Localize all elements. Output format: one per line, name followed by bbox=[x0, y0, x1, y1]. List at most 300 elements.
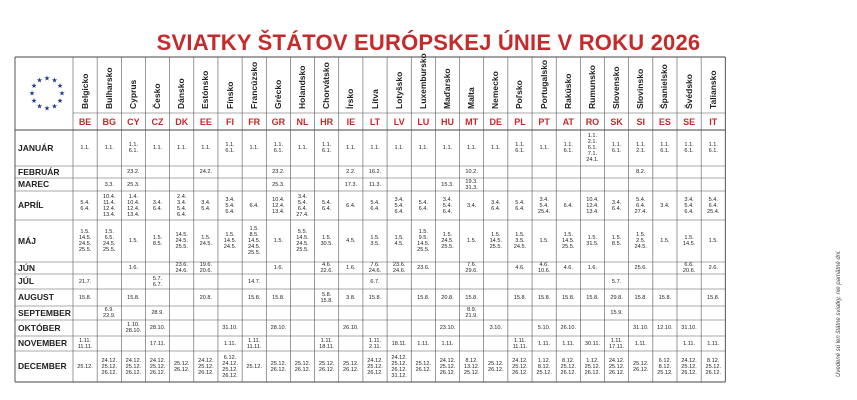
holiday-date: 2.1. bbox=[587, 139, 598, 145]
holiday-date: 6.4. bbox=[249, 202, 259, 209]
holiday-cell bbox=[146, 336, 170, 351]
country-name: Fínsko bbox=[224, 81, 235, 109]
holiday-date: 26.12. bbox=[488, 366, 504, 373]
holiday-cell bbox=[411, 262, 435, 274]
holiday-date: 5.4. bbox=[515, 199, 525, 206]
holiday-date: 8.12. bbox=[707, 357, 720, 364]
holiday-date: 13.4. bbox=[272, 208, 285, 215]
holiday-date: 8.5. bbox=[611, 241, 622, 247]
holiday-date: 27.4. bbox=[296, 211, 309, 218]
country-code: ES bbox=[658, 117, 671, 127]
holiday-date: 6.4. bbox=[442, 208, 453, 215]
country-code: BG bbox=[102, 117, 116, 127]
holiday-date: 1.11. bbox=[320, 337, 333, 344]
holiday-date: 1.5. bbox=[708, 238, 718, 244]
holiday-cell bbox=[266, 130, 290, 166]
holiday-date: 29.6. bbox=[465, 268, 478, 274]
holiday-date: 1.5. bbox=[273, 238, 284, 244]
holiday-cell bbox=[484, 191, 508, 220]
holiday-cell bbox=[121, 351, 145, 382]
holiday-date: 25.12. bbox=[318, 360, 335, 367]
holiday-date: 5.4. bbox=[297, 199, 308, 206]
holiday-date: 24.5. bbox=[634, 244, 647, 250]
holiday-date: 5.4. bbox=[80, 199, 90, 206]
holiday-cell bbox=[605, 191, 629, 220]
holiday-cell bbox=[532, 336, 556, 351]
holiday-cell bbox=[435, 289, 459, 306]
holiday-cell bbox=[121, 166, 145, 178]
holiday-date: 26.12. bbox=[391, 366, 407, 373]
holiday-date: 26.12. bbox=[415, 366, 432, 373]
holiday-cell bbox=[121, 320, 145, 336]
holiday-cell bbox=[315, 191, 339, 220]
holiday-date: 25.12. bbox=[415, 360, 432, 367]
holiday-date: 24.1. bbox=[586, 157, 599, 163]
holiday-cell bbox=[435, 320, 459, 336]
holiday-cell bbox=[73, 220, 97, 262]
holiday-date: 4.6. bbox=[515, 265, 525, 271]
holiday-cell bbox=[484, 351, 508, 382]
holiday-cell bbox=[73, 274, 97, 289]
holiday-date: 6.4. bbox=[418, 205, 428, 212]
holiday-date: 28.10. bbox=[149, 325, 166, 331]
holiday-date: 14.7. bbox=[247, 278, 261, 285]
holiday-date: 23.6. bbox=[392, 262, 406, 268]
holiday-date: 3.4. bbox=[466, 202, 477, 209]
holiday-date: 15.8. bbox=[513, 294, 527, 301]
holiday-date: 25.6. bbox=[634, 265, 647, 271]
holiday-date: 11.11. bbox=[77, 343, 93, 350]
holiday-cell bbox=[556, 191, 580, 220]
holiday-date: 3.4. bbox=[539, 196, 549, 203]
holiday-date: 1.11. bbox=[513, 337, 526, 344]
country-code: CY bbox=[127, 117, 140, 127]
holiday-date: 14.5. bbox=[175, 232, 188, 238]
holiday-date: 6.4. bbox=[515, 205, 525, 212]
holiday-date: 5.4. bbox=[177, 205, 187, 212]
holiday-date: 11.3. bbox=[368, 181, 382, 188]
holiday-date: 25.5. bbox=[296, 247, 309, 253]
holiday-date: 31.5. bbox=[586, 241, 599, 247]
holiday-cell bbox=[315, 130, 339, 166]
holiday-date: 13.4. bbox=[127, 211, 140, 218]
holiday-date: 7.6. bbox=[370, 262, 380, 268]
holiday-date: 6.4. bbox=[708, 202, 718, 209]
holiday-date: 24.5. bbox=[296, 241, 309, 247]
holiday-date: 26.12. bbox=[343, 366, 359, 373]
holiday-date: 7.6. bbox=[466, 262, 477, 268]
holiday-cell bbox=[484, 220, 508, 262]
holiday-date: 6.1. bbox=[611, 148, 622, 154]
holiday-date: 20.8. bbox=[199, 294, 213, 301]
country-name: Dánsko bbox=[176, 78, 187, 109]
holiday-date: 1.1. bbox=[225, 142, 235, 148]
holiday-date: 3.4. bbox=[660, 202, 670, 209]
holiday-date: 6.1. bbox=[563, 148, 573, 154]
holiday-date: 25.3. bbox=[272, 181, 285, 188]
month-label: MAREC bbox=[18, 179, 50, 189]
holiday-date: 6.1. bbox=[660, 148, 670, 154]
holiday-date: 25.5. bbox=[103, 247, 116, 253]
country-code: DK bbox=[175, 117, 189, 127]
holiday-date: 17.11. bbox=[609, 343, 625, 350]
country-code: RO bbox=[585, 117, 600, 127]
holiday-date: 6.1. bbox=[225, 148, 235, 154]
holiday-cell bbox=[532, 130, 556, 166]
holiday-cell bbox=[556, 336, 580, 351]
holiday-date: 5.4. bbox=[684, 202, 694, 209]
holiday-date: 1.12. bbox=[586, 357, 599, 364]
holiday-cell bbox=[387, 191, 411, 220]
month-label: FEBRUÁR bbox=[18, 166, 60, 177]
holiday-date: 6.1. bbox=[684, 148, 694, 154]
holiday-date: 25.5. bbox=[78, 247, 92, 253]
holiday-date: 14.5. bbox=[223, 238, 237, 244]
country-code: CZ bbox=[151, 117, 164, 127]
country-name: Rumunsko bbox=[586, 65, 597, 109]
svg-text:★: ★ bbox=[58, 90, 66, 98]
holiday-date: 10.4. bbox=[586, 196, 599, 203]
holiday-cell bbox=[97, 130, 121, 166]
holiday-cell bbox=[146, 274, 170, 289]
holiday-date: 5.4. bbox=[442, 202, 453, 209]
holiday-date: 6.4. bbox=[80, 205, 90, 212]
holiday-date: 24.5. bbox=[247, 244, 261, 250]
holiday-date: 13.4. bbox=[586, 208, 599, 215]
country-code: HU bbox=[440, 117, 454, 127]
country-name: Chorvátsko bbox=[321, 62, 332, 109]
holiday-cell bbox=[605, 220, 629, 262]
holiday-date: 14.5. bbox=[296, 235, 309, 241]
holiday-date: 26.10. bbox=[343, 325, 359, 331]
holiday-date: 1.1. bbox=[249, 145, 259, 151]
holiday-date: 24.5. bbox=[175, 238, 188, 244]
holiday-date: 4.6. bbox=[563, 265, 573, 271]
holiday-date: 20.6. bbox=[199, 268, 213, 274]
holiday-date: 1.6. bbox=[346, 265, 356, 271]
holiday-date: 25.12. bbox=[608, 363, 625, 370]
holiday-date: 1.1. bbox=[466, 145, 477, 151]
holiday-cell bbox=[121, 262, 145, 274]
holiday-cell bbox=[435, 220, 459, 262]
holiday-date: 25.5. bbox=[247, 250, 261, 256]
country-code: FI bbox=[226, 117, 235, 127]
month-label: JÚL bbox=[18, 276, 35, 286]
holiday-cell bbox=[218, 320, 242, 336]
country-code: MT bbox=[465, 117, 479, 127]
holiday-cell bbox=[580, 336, 604, 351]
holiday-cell bbox=[291, 220, 315, 262]
holiday-cell bbox=[146, 351, 170, 382]
holiday-cell bbox=[170, 351, 194, 382]
holiday-date: 1.1. bbox=[394, 145, 404, 151]
holiday-cell bbox=[460, 351, 484, 382]
holiday-date: 28.10. bbox=[125, 328, 142, 334]
holiday-date: 12.4. bbox=[586, 202, 599, 209]
holiday-cell bbox=[484, 320, 508, 336]
holiday-date: 5.7. bbox=[152, 275, 163, 282]
country-name: Maďarsko bbox=[441, 68, 452, 109]
holiday-date: 5.4. bbox=[394, 202, 404, 209]
holiday-cell bbox=[291, 191, 315, 220]
holiday-cell bbox=[532, 320, 556, 336]
holiday-date: 1.5. bbox=[587, 235, 598, 241]
holiday-date: 1.11. bbox=[441, 340, 454, 347]
country-name: Francúzsko bbox=[248, 61, 259, 109]
holiday-cell bbox=[121, 289, 145, 306]
holiday-cell bbox=[146, 220, 170, 262]
holiday-cell bbox=[387, 351, 411, 382]
country-name: Lotyšsko bbox=[393, 71, 404, 109]
holiday-date: 15.8. bbox=[368, 294, 382, 301]
holiday-date: 5.7. bbox=[611, 278, 622, 285]
holiday-date: 25.12. bbox=[560, 363, 577, 370]
holiday-date: 1.5. bbox=[515, 232, 525, 238]
holiday-cell bbox=[701, 130, 725, 166]
holiday-date: 1.11. bbox=[79, 337, 92, 344]
holiday-date: 6.4. bbox=[152, 205, 163, 212]
holiday-date: 1.1. bbox=[104, 145, 114, 151]
holiday-cell bbox=[629, 262, 653, 274]
holiday-date: 25.4. bbox=[537, 208, 551, 215]
holiday-cell bbox=[73, 336, 97, 351]
holiday-cell bbox=[629, 220, 653, 262]
holiday-cell bbox=[484, 130, 508, 166]
holiday-cell bbox=[387, 220, 411, 262]
holiday-date: 4.6. bbox=[539, 262, 549, 268]
holiday-date: 1.11. bbox=[417, 340, 430, 347]
holiday-cell bbox=[73, 191, 97, 220]
holiday-date: 26.12. bbox=[294, 366, 311, 373]
holiday-date: 1.11. bbox=[610, 337, 623, 344]
holiday-cell bbox=[411, 336, 435, 351]
holiday-cell bbox=[242, 351, 266, 382]
holiday-date: 26.12. bbox=[584, 369, 601, 376]
holiday-date: 6.12. bbox=[658, 357, 672, 364]
country-name: Španielsko bbox=[659, 64, 670, 109]
holiday-cell bbox=[194, 351, 218, 382]
holiday-date: 1.1. bbox=[491, 145, 501, 151]
holiday-date: 1.5. bbox=[539, 238, 549, 244]
holiday-date: 15.8. bbox=[417, 294, 430, 301]
holiday-cell bbox=[339, 178, 363, 191]
holiday-cell bbox=[605, 351, 629, 382]
holiday-cell bbox=[218, 336, 242, 351]
holiday-date: 25.5. bbox=[417, 247, 430, 253]
holiday-date: 1.1. bbox=[322, 142, 332, 148]
holiday-cell bbox=[460, 220, 484, 262]
holiday-date: 2.4. bbox=[177, 193, 187, 200]
holiday-cell bbox=[387, 336, 411, 351]
country-name: Nemecko bbox=[490, 71, 501, 109]
holiday-date: 1.5. bbox=[152, 235, 163, 241]
holiday-cell bbox=[194, 130, 218, 166]
holiday-date: 12.10. bbox=[657, 325, 673, 331]
page-title: SVIATKY ŠTÁTOV EURÓPSKEJ ÚNIE V ROKU 2026 bbox=[156, 30, 701, 55]
holiday-cell bbox=[508, 262, 532, 274]
holiday-cell bbox=[460, 191, 484, 220]
holiday-cell bbox=[363, 262, 387, 274]
holiday-cell bbox=[73, 351, 97, 382]
holiday-date: 1.5. bbox=[128, 238, 139, 244]
holiday-cell bbox=[194, 220, 218, 262]
holiday-date: 5.4. bbox=[201, 205, 211, 212]
holiday-date: 3.8. bbox=[346, 294, 356, 301]
holiday-date: 6.5. bbox=[104, 235, 114, 241]
holiday-date: 15.8. bbox=[465, 294, 478, 301]
holiday-date: 18.11. bbox=[319, 343, 335, 350]
holiday-cell bbox=[266, 166, 290, 178]
holiday-date: 1.1. bbox=[273, 142, 284, 148]
holiday-cell bbox=[677, 320, 701, 336]
holiday-cell bbox=[532, 351, 556, 382]
svg-text:★: ★ bbox=[43, 105, 51, 113]
holiday-date: 1.5. bbox=[684, 235, 694, 241]
holiday-date: 24.12. bbox=[198, 357, 214, 364]
holiday-cell bbox=[363, 166, 387, 178]
holiday-date: 1.11. bbox=[683, 340, 696, 347]
holiday-date: 25.12. bbox=[391, 360, 407, 367]
holiday-date: 8.2. bbox=[636, 169, 646, 175]
holiday-cell bbox=[532, 220, 556, 262]
holiday-date: 1.5. bbox=[466, 238, 477, 244]
holiday-date: 15.8. bbox=[562, 294, 575, 301]
holiday-date: 13.12. bbox=[463, 363, 480, 370]
holiday-cell bbox=[170, 220, 194, 262]
holiday-date: 25.12. bbox=[584, 363, 601, 370]
holiday-cell bbox=[194, 191, 218, 220]
holiday-cell bbox=[629, 336, 653, 351]
holiday-cell bbox=[605, 336, 629, 351]
holiday-cell bbox=[387, 262, 411, 274]
holiday-cell bbox=[315, 220, 339, 262]
holiday-date: 2.6. bbox=[708, 265, 718, 271]
holiday-cell bbox=[97, 351, 121, 382]
holiday-date: 4.5. bbox=[394, 241, 404, 247]
holiday-date: 1.1. bbox=[297, 145, 308, 151]
holiday-cell bbox=[339, 289, 363, 306]
holiday-date: 24.12. bbox=[439, 357, 456, 364]
svg-text:★: ★ bbox=[56, 83, 64, 90]
country-code: IE bbox=[346, 117, 356, 127]
holiday-date: 15.8. bbox=[658, 294, 672, 301]
country-code: PT bbox=[538, 117, 550, 127]
holiday-date: 6.4. bbox=[636, 202, 646, 209]
holiday-date: 5.8. bbox=[322, 291, 332, 298]
holiday-cell bbox=[532, 191, 556, 220]
holiday-cell bbox=[363, 274, 387, 289]
holiday-cell bbox=[435, 191, 459, 220]
holiday-date: 1.6. bbox=[128, 265, 139, 271]
holiday-date: 24.5. bbox=[513, 244, 527, 250]
holiday-date: 26.12. bbox=[173, 366, 190, 373]
holiday-date: 6.12. bbox=[223, 354, 237, 361]
country-code: SI bbox=[636, 117, 645, 127]
holiday-date: 1.1. bbox=[539, 145, 549, 151]
holiday-cell bbox=[556, 130, 580, 166]
holiday-date: 24.12. bbox=[512, 357, 528, 364]
holiday-date: 25.12. bbox=[367, 363, 383, 370]
holiday-date: 5.5. bbox=[297, 229, 308, 235]
holiday-date: 3.4. bbox=[225, 196, 235, 203]
holiday-date: 1.1. bbox=[346, 145, 356, 151]
holiday-cell bbox=[363, 178, 387, 191]
country-name: Slovensko bbox=[611, 66, 622, 109]
holiday-date: 14.5. bbox=[489, 238, 503, 244]
holiday-date: 1.1. bbox=[587, 133, 598, 139]
country-name: Portugalsko bbox=[538, 59, 549, 109]
holiday-date: 6.4. bbox=[684, 208, 694, 215]
holiday-cell bbox=[508, 289, 532, 306]
holiday-date: 6.7. bbox=[152, 281, 163, 288]
holiday-cell bbox=[677, 220, 701, 262]
holiday-date: 24.12. bbox=[391, 354, 407, 361]
holiday-date: 24.12. bbox=[608, 357, 625, 364]
country-name: Švédsko bbox=[683, 74, 694, 109]
country-name: Grécko bbox=[272, 79, 283, 109]
holiday-date: 16.2. bbox=[368, 169, 382, 175]
holiday-date: 1.1. bbox=[418, 145, 428, 151]
holiday-cell bbox=[266, 320, 290, 336]
holiday-date: 26.12. bbox=[632, 366, 649, 373]
holiday-date: 24.5. bbox=[103, 241, 116, 247]
holiday-date: 1.10. bbox=[127, 322, 140, 328]
holiday-cell bbox=[701, 336, 725, 351]
holiday-date: 6.4. bbox=[611, 205, 622, 212]
svg-text:★: ★ bbox=[28, 90, 36, 98]
holiday-cell bbox=[508, 336, 532, 351]
holiday-date: 30.11. bbox=[584, 340, 600, 347]
holiday-date: 28.10. bbox=[270, 325, 287, 331]
holiday-date: 10.4. bbox=[272, 196, 285, 203]
holiday-cell bbox=[629, 130, 653, 166]
holiday-date: 25.5. bbox=[562, 244, 575, 250]
holiday-cell bbox=[629, 351, 653, 382]
country-code: AT bbox=[562, 117, 574, 127]
holiday-date: 11.11. bbox=[512, 343, 528, 350]
holiday-date: 15.8. bbox=[78, 294, 92, 301]
holiday-cell bbox=[363, 336, 387, 351]
holiday-date: 31.10. bbox=[632, 325, 649, 331]
holiday-cell bbox=[460, 166, 484, 178]
holiday-cell bbox=[677, 130, 701, 166]
holiday-date: 1.1. bbox=[128, 142, 139, 148]
holiday-date: 25.12. bbox=[270, 360, 287, 367]
holiday-date: 26.12. bbox=[705, 369, 722, 376]
holiday-cell bbox=[532, 289, 556, 306]
holiday-date: 24.2. bbox=[199, 169, 213, 175]
holiday-cell bbox=[315, 289, 339, 306]
holiday-cell bbox=[460, 130, 484, 166]
country-code: HR bbox=[320, 117, 334, 127]
holiday-cell bbox=[194, 289, 218, 306]
holiday-date: 23.6. bbox=[417, 265, 430, 271]
holiday-date: 25.3. bbox=[127, 181, 140, 188]
holiday-cell bbox=[653, 220, 677, 262]
holiday-cell bbox=[97, 220, 121, 262]
holiday-cell bbox=[97, 306, 121, 320]
country-name: Česko bbox=[152, 83, 163, 109]
holiday-cell bbox=[146, 320, 170, 336]
holiday-date: 1.11. bbox=[562, 340, 575, 347]
holiday-cell bbox=[266, 289, 290, 306]
holiday-date: 1.6. bbox=[587, 265, 598, 271]
holiday-date: 26.12. bbox=[101, 369, 118, 376]
holiday-date: 23.10. bbox=[439, 325, 456, 331]
holiday-cell bbox=[266, 262, 290, 274]
holiday-date: 8.12. bbox=[562, 357, 575, 364]
holiday-date: 14.5. bbox=[417, 241, 430, 247]
